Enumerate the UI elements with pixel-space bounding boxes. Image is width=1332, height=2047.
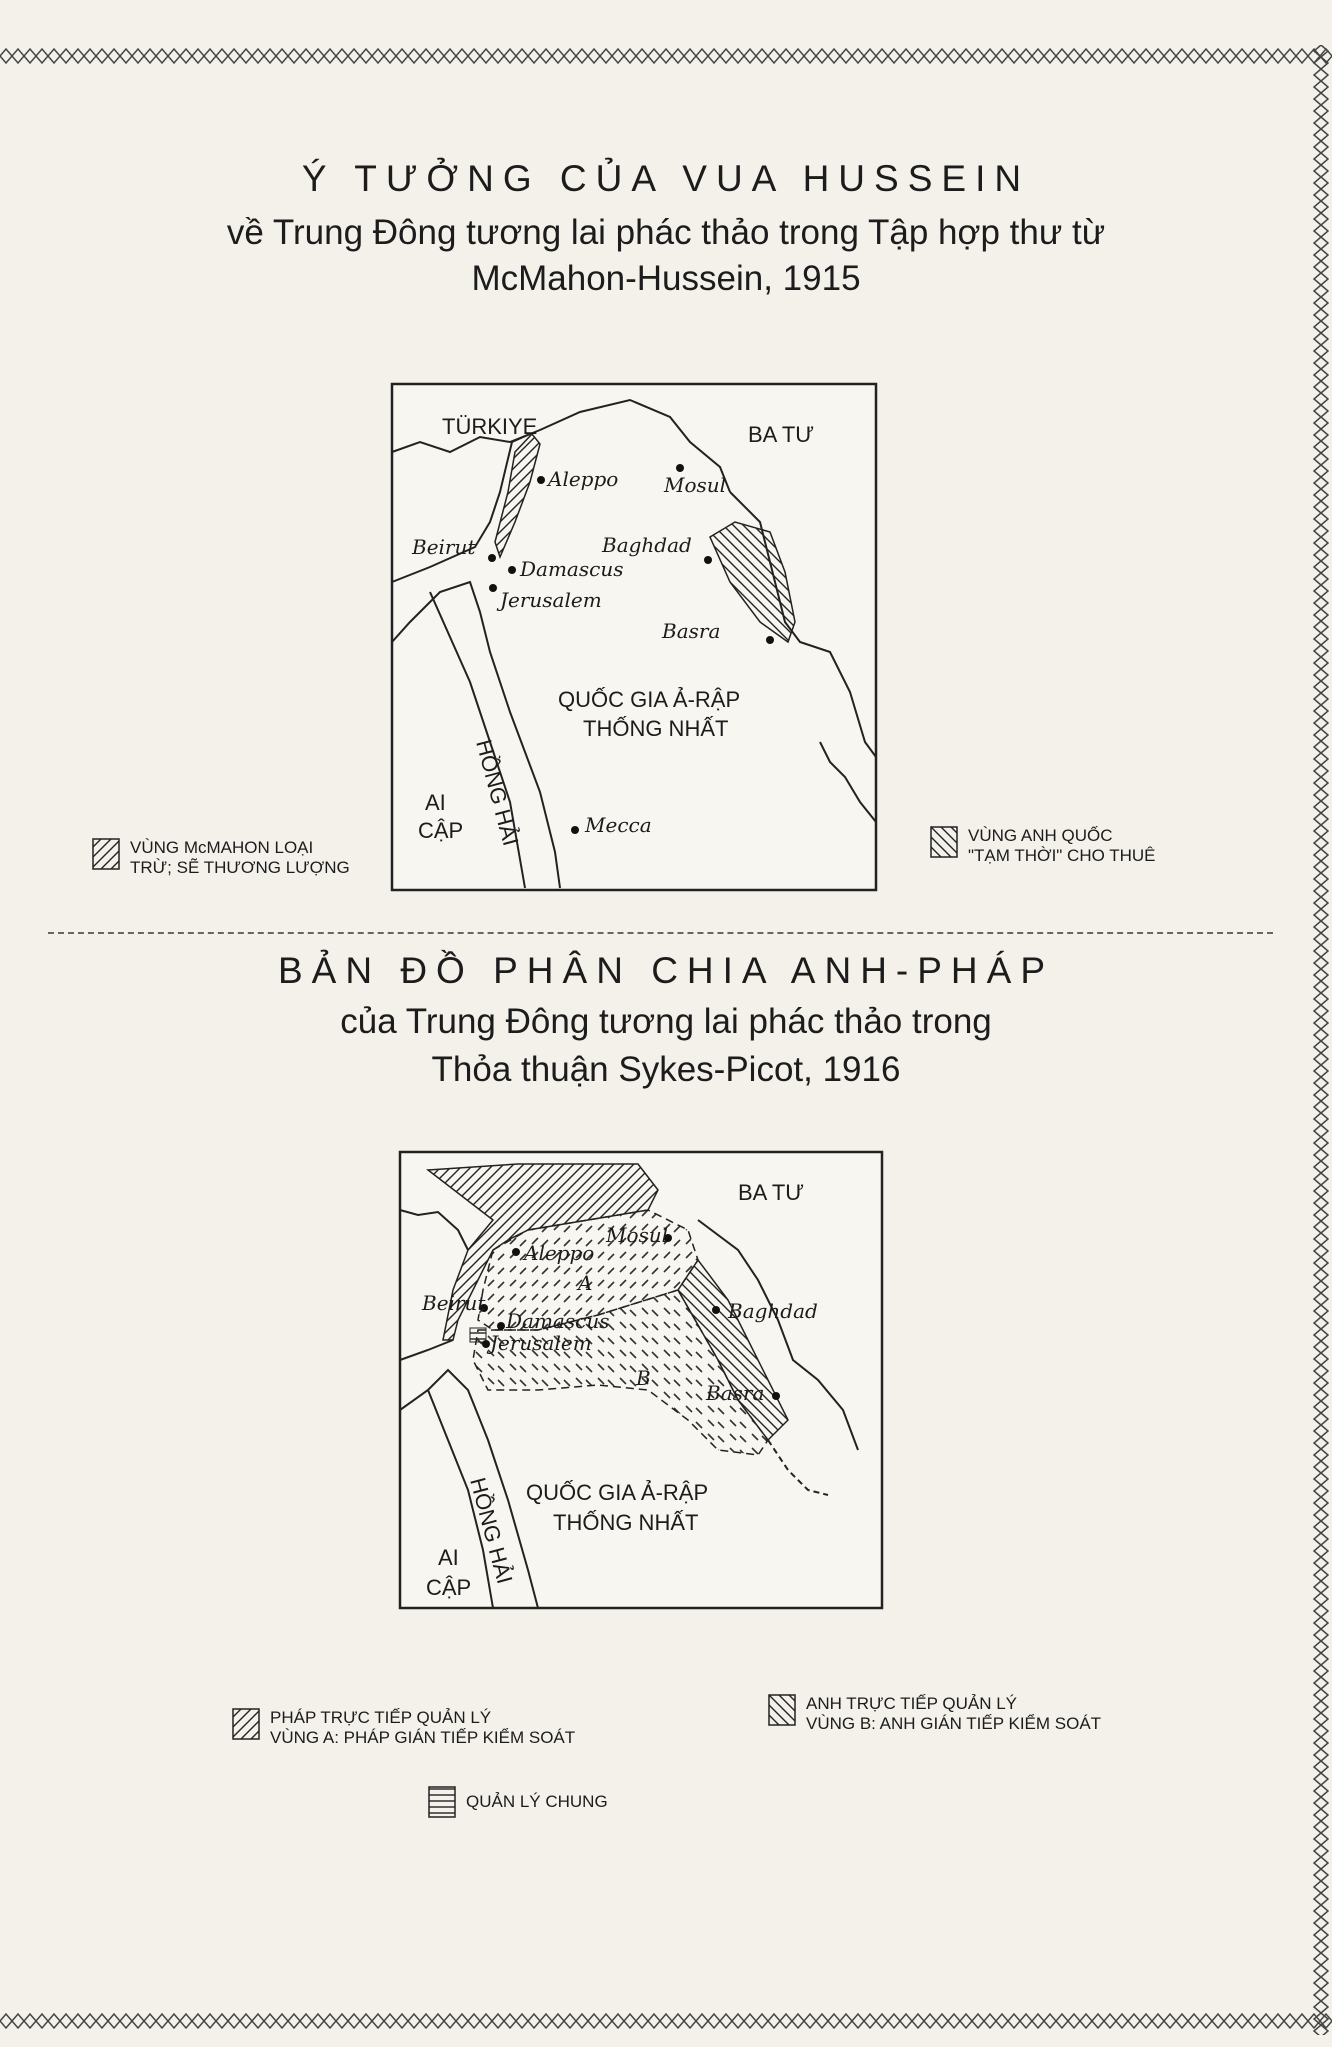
map1-subtitle [0,210,1332,302]
label-egypt-b2: CẬP [426,1575,472,1600]
city-dot-aleppo-b [512,1248,520,1256]
legend-swatch-british-lease [930,826,958,858]
legend-swatch-joint [428,1786,456,1818]
legend-swatch-mcmahon [92,838,120,870]
city-dot-damascus-b [497,1322,505,1330]
section-divider [48,932,1273,934]
city-dot-baghdad-b [712,1306,720,1314]
city-damascus: Damascus [520,557,624,581]
legend-mcmahon-line1: VÙNG McMAHON LOẠI [130,838,314,857]
city-basra-b: Basra [706,1381,765,1405]
city-dot-damascus [508,566,516,574]
label-egypt-b1: AI [438,1545,459,1570]
city-baghdad: Baghdad [602,533,692,557]
label-arab-state-b2: THỐNG NHẤT [553,1510,699,1535]
legend-mcmahon-line2: TRỪ; SẼ THƯƠNG LƯỢNG [130,858,350,877]
city-aleppo-b: Aleppo [524,1241,595,1265]
label-egypt-1: AI [425,790,446,815]
legend-joint-label: QUẢN LÝ CHUNG [466,1792,608,1811]
legend-british-lease-line1: VÙNG ANH QUỐC [968,826,1113,845]
city-dot-mosul [676,464,684,472]
city-dot-jerusalem-b [482,1340,490,1348]
label-zone-a: A [578,1271,593,1295]
city-damascus-b: Damascus [506,1309,610,1333]
label-egypt-2: CẬP [418,818,464,843]
city-jerusalem: Jerusalem [500,588,602,612]
city-dot-basra [766,636,774,644]
legend-british-line2: VÙNG B: ANH GIÁN TIẾP KIỂM SOÁT [806,1714,1102,1733]
legend-british-lease [930,826,1156,866]
label-turkey: TÜRKIYE [442,414,538,439]
city-dot-beirut [488,554,496,562]
sykes-picot-map [398,1150,884,1610]
city-dot-aleppo [537,476,545,484]
city-basra: Basra [662,619,721,643]
legend-mcmahon [92,838,350,878]
decorative-border-bottom [0,2010,1332,2032]
city-dot-baghdad [704,556,712,564]
legend-british [768,1694,1101,1734]
joint-admin-zone [470,1328,486,1342]
map1-title: Ý TƯỞNG CỦA VUA HUSSEIN [301,158,1031,199]
city-beirut: Beirut [412,535,476,559]
map2-subtitle-line2: Thỏa thuận Sykes-Picot, 1916 [431,1050,901,1089]
legend-french-line1: PHÁP TRỰC TIẾP QUẢN LÝ [270,1708,492,1727]
city-mosul: Mosul [664,473,727,497]
city-baghdad-b: Baghdad [728,1299,818,1323]
legend-swatch-british [768,1694,796,1726]
label-persia: BA TƯ [748,422,815,447]
map2-subtitle [0,998,1332,1094]
legend-french [232,1708,575,1748]
map2-title: BẢN ĐỒ PHÂN CHIA ANH-PHÁP [277,950,1054,991]
city-dot-jerusalem [489,584,497,592]
decorative-border-top [0,45,1332,67]
legend-swatch-french [232,1708,260,1740]
hussein-map [390,382,878,892]
label-arab-state-1: QUỐC GIA Ả-RẬP [558,687,741,712]
label-red-sea-b: HỒNG HẢI [465,1474,518,1587]
map1-subtitle-line1: về Trung Đông tương lai phác thảo trong Tập hợp thư từ [226,213,1106,252]
city-aleppo: Aleppo [548,467,619,491]
map2-subtitle-line1: của Trung Đông tương lai phác thảo trong [340,1002,992,1041]
label-persia-2: BA TƯ [738,1180,805,1205]
legend-british-line1: ANH TRỰC TIẾP QUẢN LÝ [806,1694,1018,1713]
legend-joint [428,1786,608,1818]
city-dot-basra-b [772,1392,780,1400]
legend-british-lease-line2: "TẠM THỜI" CHO THUÊ [968,846,1156,865]
city-dot-mecca [571,826,579,834]
label-red-sea: HỒNG HẢI [471,736,524,849]
legend-french-line2: VÙNG A: PHÁP GIÁN TIẾP KIỂM SOÁT [270,1728,576,1747]
city-mosul-b: Mosul [606,1223,669,1247]
city-mecca: Mecca [585,813,652,837]
city-beirut-b: Beirut [422,1291,486,1315]
label-arab-state-b1: QUỐC GIA Ả-RẬP [526,1480,709,1505]
map1-subtitle-line2: McMahon-Hussein, 1915 [471,259,861,298]
label-arab-state-2: THỐNG NHẤT [583,716,729,741]
city-jerusalem-b: Jerusalem [490,1331,592,1355]
label-zone-b: B [636,1366,651,1390]
